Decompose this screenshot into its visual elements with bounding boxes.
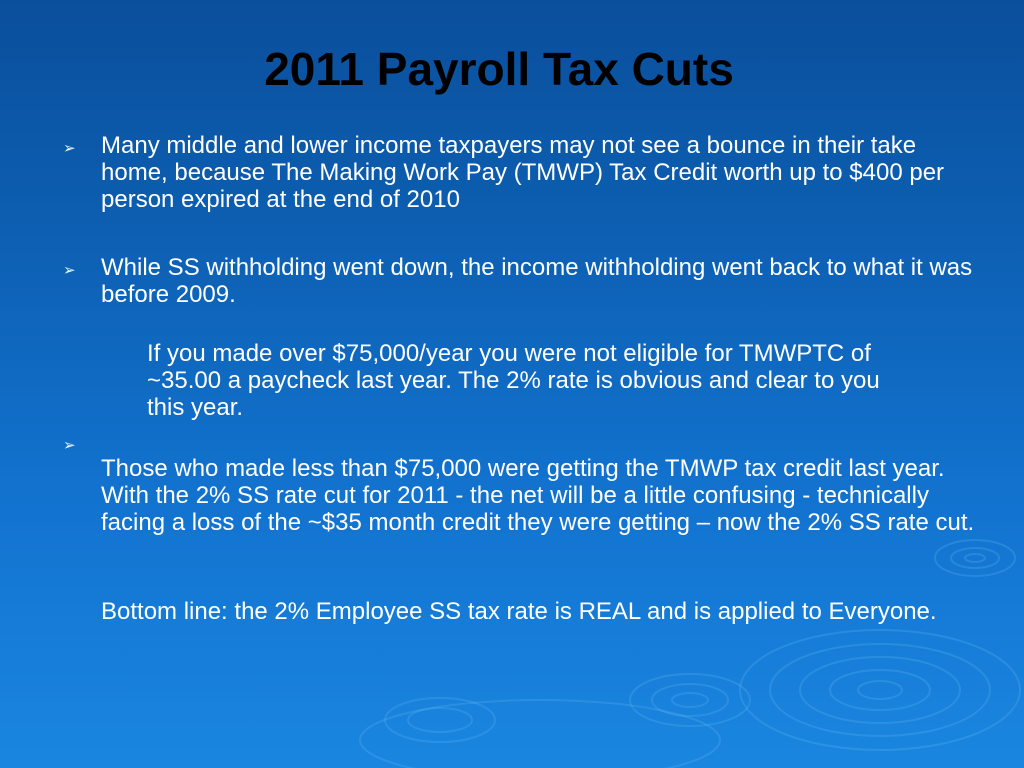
paragraph-3: If you made over $75,000/year you were not eligible for TMWPTC of ~35.00 a paycheck last year. The 2% rate is obvious and clear to you this year. <box>147 340 880 421</box>
paragraph-6: Bottom line: the 2% Employee SS tax rate is REAL and is applied to Everyone. <box>101 598 937 625</box>
bullet-arrow-icon: ➢ <box>63 437 76 454</box>
bullet-arrow-icon: ➢ <box>63 140 76 157</box>
slide-title: 2011 Payroll Tax Cuts <box>264 43 734 95</box>
paragraph-5: Those who made less than $75,000 were getting the TMWP tax credit last year. With the 2% SS rate cut for 2011 - the net will be a little confusing - technically facing a loss of the ~$35 month credit they were getting – now the 2% SS rate cut. <box>101 455 975 536</box>
bullet-arrow-icon: ➢ <box>63 262 76 279</box>
paragraph-1: Many middle and lower income taxpayers may not see a bounce in their take home, because The Making Work Pay (TMWP) Tax Credit worth up to $400 per person expired at the end of 2010 <box>101 132 945 213</box>
paragraph-2: While SS withholding went down, the income withholding went back to what it was before 2009. <box>101 254 973 308</box>
